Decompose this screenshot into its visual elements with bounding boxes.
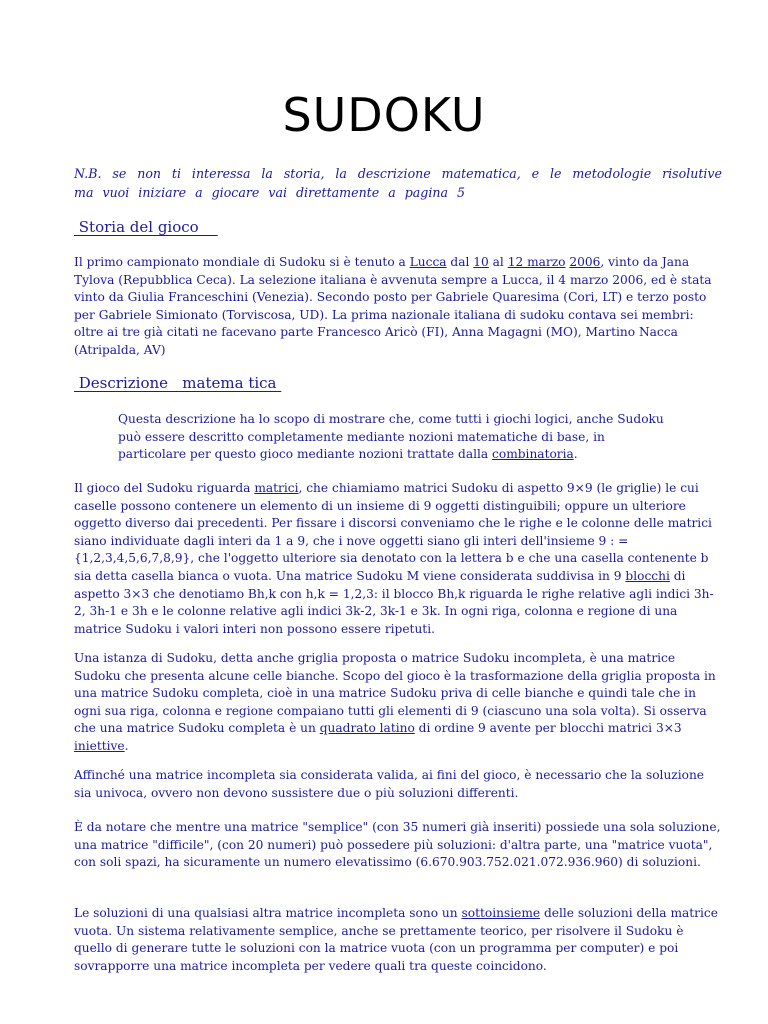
text-run: dal (446, 255, 474, 269)
link-blocchi[interactable]: blocchi (625, 568, 670, 583)
link-combinatoria[interactable]: combinatoria (492, 447, 574, 462)
text-run: , che chiamiamo matrici Sudoku di aspetto 9×9 (le griglie) le cui caselle possono contenere un elemento di un insieme di 9 oggetti distinguibili; oppure un ulteriore oggetto diverso dai precedenti. Per fissare i discorsi conveniamo che le righe e le colonne delle matrici siano individuate dagli interi da 1 a 9, che i nove oggetti siano gli interi dell'insieme 9 : = {1,2,3,4,5,6,7,8,9}, che l'oggetto ulteriore sia denotato con la lettera b e che una casella contenente b sia detta casella bianca o vuota. Una matrice Sudoku M viene considerata suddivisa in 9 (74, 481, 712, 583)
paragraph-validita: Affinché una matrice incompleta sia considerata valida, ai fini del gioco, è necessario che la soluzione sia univoca, ovvero non devono sussistere due o più soluzioni differenti. (74, 768, 705, 800)
link-iniettive[interactable]: iniettive (74, 738, 125, 753)
text-run: . (573, 447, 578, 462)
link-12-marzo[interactable]: 12 marzo (507, 255, 566, 269)
text-run: Una istanza di Sudoku, detta anche griglia proposta o matrice Sudoku incompleta, è una matrice Sudoku che presenta alcune celle bianche. Scopo del gioco è la trasformazione della griglia proposta in una matrice Sudoku completa, cioè in una matrice Sudoku priva di celle bianche e quindi tale che in ogni sua riga, colonna e regione compaiano tutti gli elementi di 9 (ciascuno una sola volta). Si osserva che una matrice Sudoku completa è un (74, 651, 716, 736)
text-run: di aspetto 3×3 che denotiamo Bh,k con h,k = 1,2,3: il blocco Bh,k riguarda le righe relative agli indici 3h-2, 3h-1 e 3h e le colonne relative agli indici 3k-2, 3k-1 e 3k. In ogni riga, colonna e regione di una matrice Sudoku i valori interi non possono essere ripetuti. (74, 568, 714, 636)
text-run: al (488, 255, 508, 269)
link-2006[interactable]: 2006 (569, 255, 601, 269)
paragraph-istanza (74, 650, 724, 756)
link-sottoinsieme[interactable]: sottoinsieme (461, 906, 541, 920)
text-run: Il primo campionato mondiale di Sudoku si è tenuto a (74, 255, 410, 269)
text-run: Le soluzioni di una qualsiasi altra matrice incompleta sono un (74, 906, 462, 920)
text-run: . (124, 738, 129, 753)
heading-descrizione: Descrizione matema tica (74, 374, 282, 392)
paragraph-matrici (74, 480, 724, 638)
page-title: SUDOKU (282, 88, 486, 142)
text-run: Il gioco del Sudoku riguarda (74, 481, 255, 495)
link-quadrato-latino[interactable]: quadrato latino (319, 721, 415, 736)
nb-note: N.B. se non ti interessa la storia, la descrizione matematica, e le metodologie risolutive ma vuoi iniziare a giocare vai direttamente a pagina 5 (74, 166, 722, 200)
paragraph-storia (74, 254, 724, 360)
text-run: delle soluzioni della matrice vuota. Un sistema relativamente semplice, anche se prettamente teorico, per risolvere il Sudoku è quello di generare tutte le soluzioni con la matrice vuota (con un programma per computer) e poi sovrapporre una matrice incompleta per vedere quali tra queste coincidono. (74, 906, 718, 973)
link-matrici[interactable]: matrici (254, 481, 299, 495)
heading-storia: Storia del gioco (74, 218, 218, 236)
link-lucca[interactable]: Lucca (409, 255, 447, 269)
text-run: , vinto da Jana Tylova (Repubblica Ceca). La selezione italiana è avvenuta sempre a Lucca, il 4 marzo 2006, ed è stata vinto da Giulia Franceschini (Venezia). Secondo posto per Gabriele Quaresima (Cori, LT) e terzo posto per Gabriele Simionato (Torviscosa, UD). La prima nazionale italiana di sudoku contava sei membri: oltre ai tre già citati ne facevano parte Francesco Aricò (FI), Anna Magagni (MO), Martino Nacca (Atripalda, AV) (74, 255, 712, 357)
link-10[interactable]: 10 (473, 255, 489, 269)
text-run: Questa descrizione ha lo scopo di mostrare che, come tutti i giochi logici, anche Sudoku può essere descritto completamente mediante nozioni matematiche di base, in particolare per questo gioco mediante nozioni trattate dalla (118, 412, 664, 462)
paragraph-intro (118, 411, 676, 464)
text-run: di ordine 9 avente per blocchi matrici 3×3 (414, 721, 682, 736)
paragraph-sottoinsieme (74, 905, 724, 975)
paragraph-soluzioni: È da notare che mentre una matrice "semplice" (con 35 numeri già inseriti) possiede una sola soluzione, una matrice "difficile", (con 20 numeri) può possedere più soluzioni: d'altra parte, una "matrice vuota", con soli spazi, ha sicuramente un numero elevatissimo (6.670.903.752.021.072.936.960) di soluzioni. (74, 820, 721, 870)
